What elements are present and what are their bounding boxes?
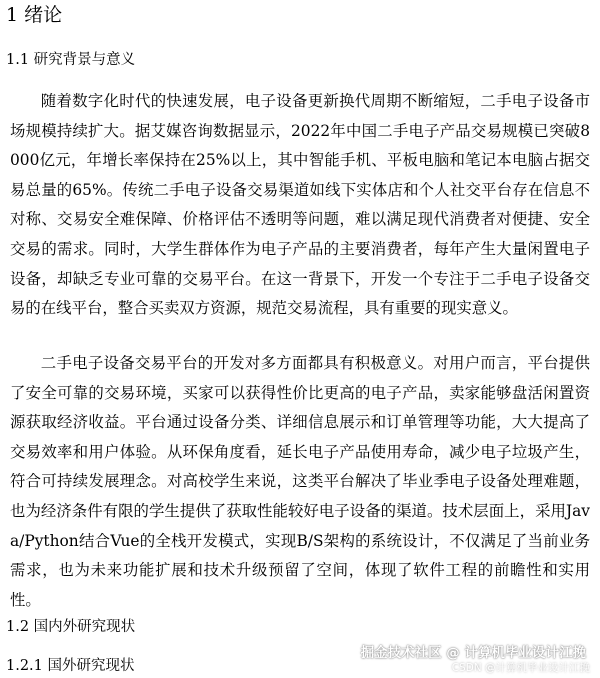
section-heading-1-2-1: 1.2.1 国外研究现状	[6, 658, 135, 674]
section-heading-1-2: 1.2 国内外研究现状	[6, 619, 136, 635]
watermark-csdn: CSDN @计算机毕业设计江挽	[451, 662, 590, 674]
chapter-heading: 1 绪论	[6, 4, 63, 26]
watermark-juejin: 掘金技术社区 @ 计算机毕业设计江挽	[360, 645, 586, 661]
paragraph-background: 随着数字化时代的快速发展，电子设备更新换代周期不断缩短，二手电子设备市场规模持续扩大。据艾媒咨询数据显示，2022年中国二手电子产品交易规模已突破8000亿元，年增长率保持在25%以上，其中智能手机、平板电脑和笔记本电脑占据交易总量的65%。传统二手电子设备交易渠道如线下实体店和个人社交平台存在信息不对称、交易安全难保障、价格评估不透明等问题，难以满足现代消费者对便捷、安全交易的需求。同时，大学生群体作为电子产品的主要消费者，每年产生大量闲置电子设备，却缺乏专业可靠的交易平台。在这一背景下，开发一个专注于二手电子设备交易的在线平台，整合买卖双方资源，规范交易流程，具有重要的现实意义。	[10, 92, 590, 318]
section-heading-1-1: 1.1 研究背景与意义	[6, 52, 136, 68]
paragraph-significance: 二手电子设备交易平台的开发对多方面都具有积极意义。对用户而言，平台提供了安全可靠的交易环境，买家可以获得性价比更高的电子产品，卖家能够盘活闲置资源获取经济收益。平台通过设备分类、详细信息展示和订单管理等功能，大大提高了交易效率和用户体验。从环保角度看，延长电子产品使用寿命，减少电子垃圾产生，符合可持续发展理念。对高校学生来说，这类平台解决了毕业季电子设备处理难题，也为经济条件有限的学生提供了获取性能较好电子设备的渠道。技术层面上，采用Java/Python结合Vue的全栈开发模式，实现B/S架构的系统设计，不仅满足了当前业务需求，也为未来功能扩展和技术升级预留了空间，体现了软件工程的前瞻性和实用性。	[10, 354, 590, 609]
